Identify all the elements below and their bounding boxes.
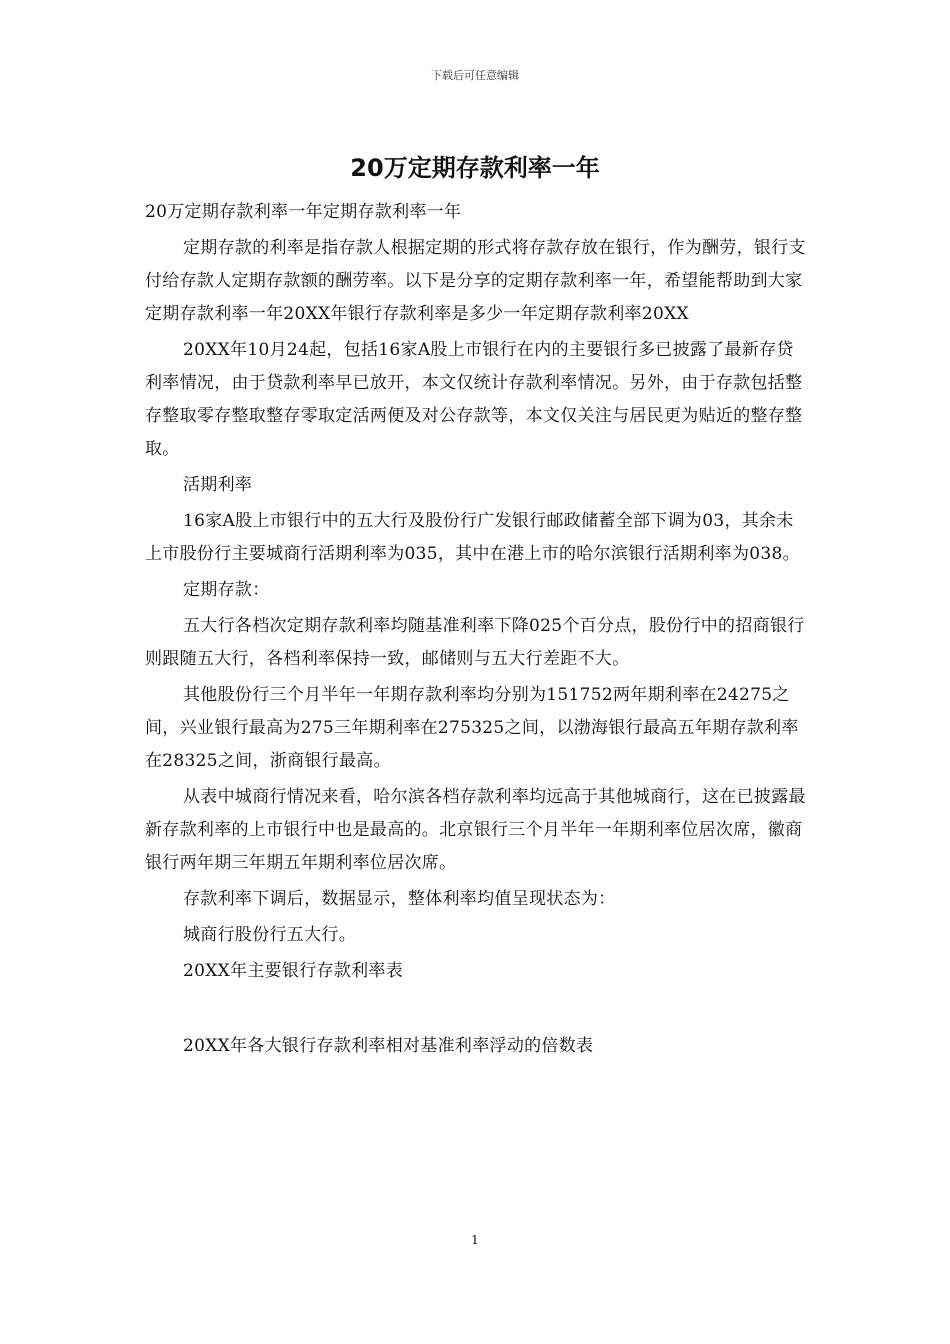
- table-caption-rates: 20XX年主要银行存款利率表: [183, 961, 404, 981]
- header-note: 下载后可任意编辑: [431, 69, 519, 82]
- document-body: [145, 196, 810, 1066]
- paragraph-demand-rates: 16家A股上市银行中的五大行及股份行广发银行邮政储蓄全部下调为03，其余未上市股份行主要城商行活期利率为035，其中在港上市的哈尔滨银行活期利率为038。: [145, 511, 800, 564]
- paragraph-joint-stock: 其他股份行三个月半年一年期存款利率均分别为151752两年期利率在24275之间，兴业银行最高为275三年期利率在275325之间，以渤海银行最高五年期存款利率在28325之间，浙商银行最高。: [145, 685, 799, 771]
- paragraph-city-banks: 从表中城商行情况来看，哈尔滨各档存款利率均远高于其他城商行，这在已披露最新存款利率的上市银行中也是最高的。北京银行三个月半年一年期利率位居次席，徽商银行两年期三年期五年期利率位居次席。: [145, 787, 806, 873]
- table-caption-multiples: 20XX年各大银行存款利率相对基准利率浮动的倍数表: [183, 1036, 594, 1056]
- section-heading-fixed: 定期存款：: [183, 580, 270, 600]
- paragraph-big-five: 五大行各档次定期存款利率均随基准利率下降025个百分点，股份行中的招商银行则跟随五大行，各档利率保持一致，邮储则与五大行差距不大。: [145, 616, 805, 669]
- paragraph-summary: 存款利率下调后，数据显示，整体利率均值呈现状态为：: [183, 889, 616, 909]
- section-heading-demand: 活期利率: [183, 475, 253, 495]
- subtitle-paragraph: 20万定期存款利率一年定期存款利率一年: [145, 202, 462, 222]
- paragraph-ranking: 城商行股份行五大行。: [183, 925, 356, 945]
- document-title: 20万定期存款利率一年: [350, 154, 600, 182]
- paragraph-overview: 20XX年10月24起，包括16家A股上市银行在内的主要银行多已披露了最新存贷利率情况，由于贷款利率早已放开，本文仅统计存款利率情况。另外，由于存款包括整存整取零存整取整存零取定活两便及对公存款等，本文仅关注与居民更为贴近的整存整取。: [145, 340, 803, 459]
- paragraph-intro: 定期存款的利率是指存款人根据定期的形式将存款存放在银行，作为酬劳，银行支付给存款人定期存款额的酬劳率。以下是分享的定期存款利率一年，希望能帮助到大家定期存款利率一年20XX年银行存款利率是多少一年定期存款利率20XX: [145, 238, 806, 324]
- page-number: 1: [471, 1233, 479, 1247]
